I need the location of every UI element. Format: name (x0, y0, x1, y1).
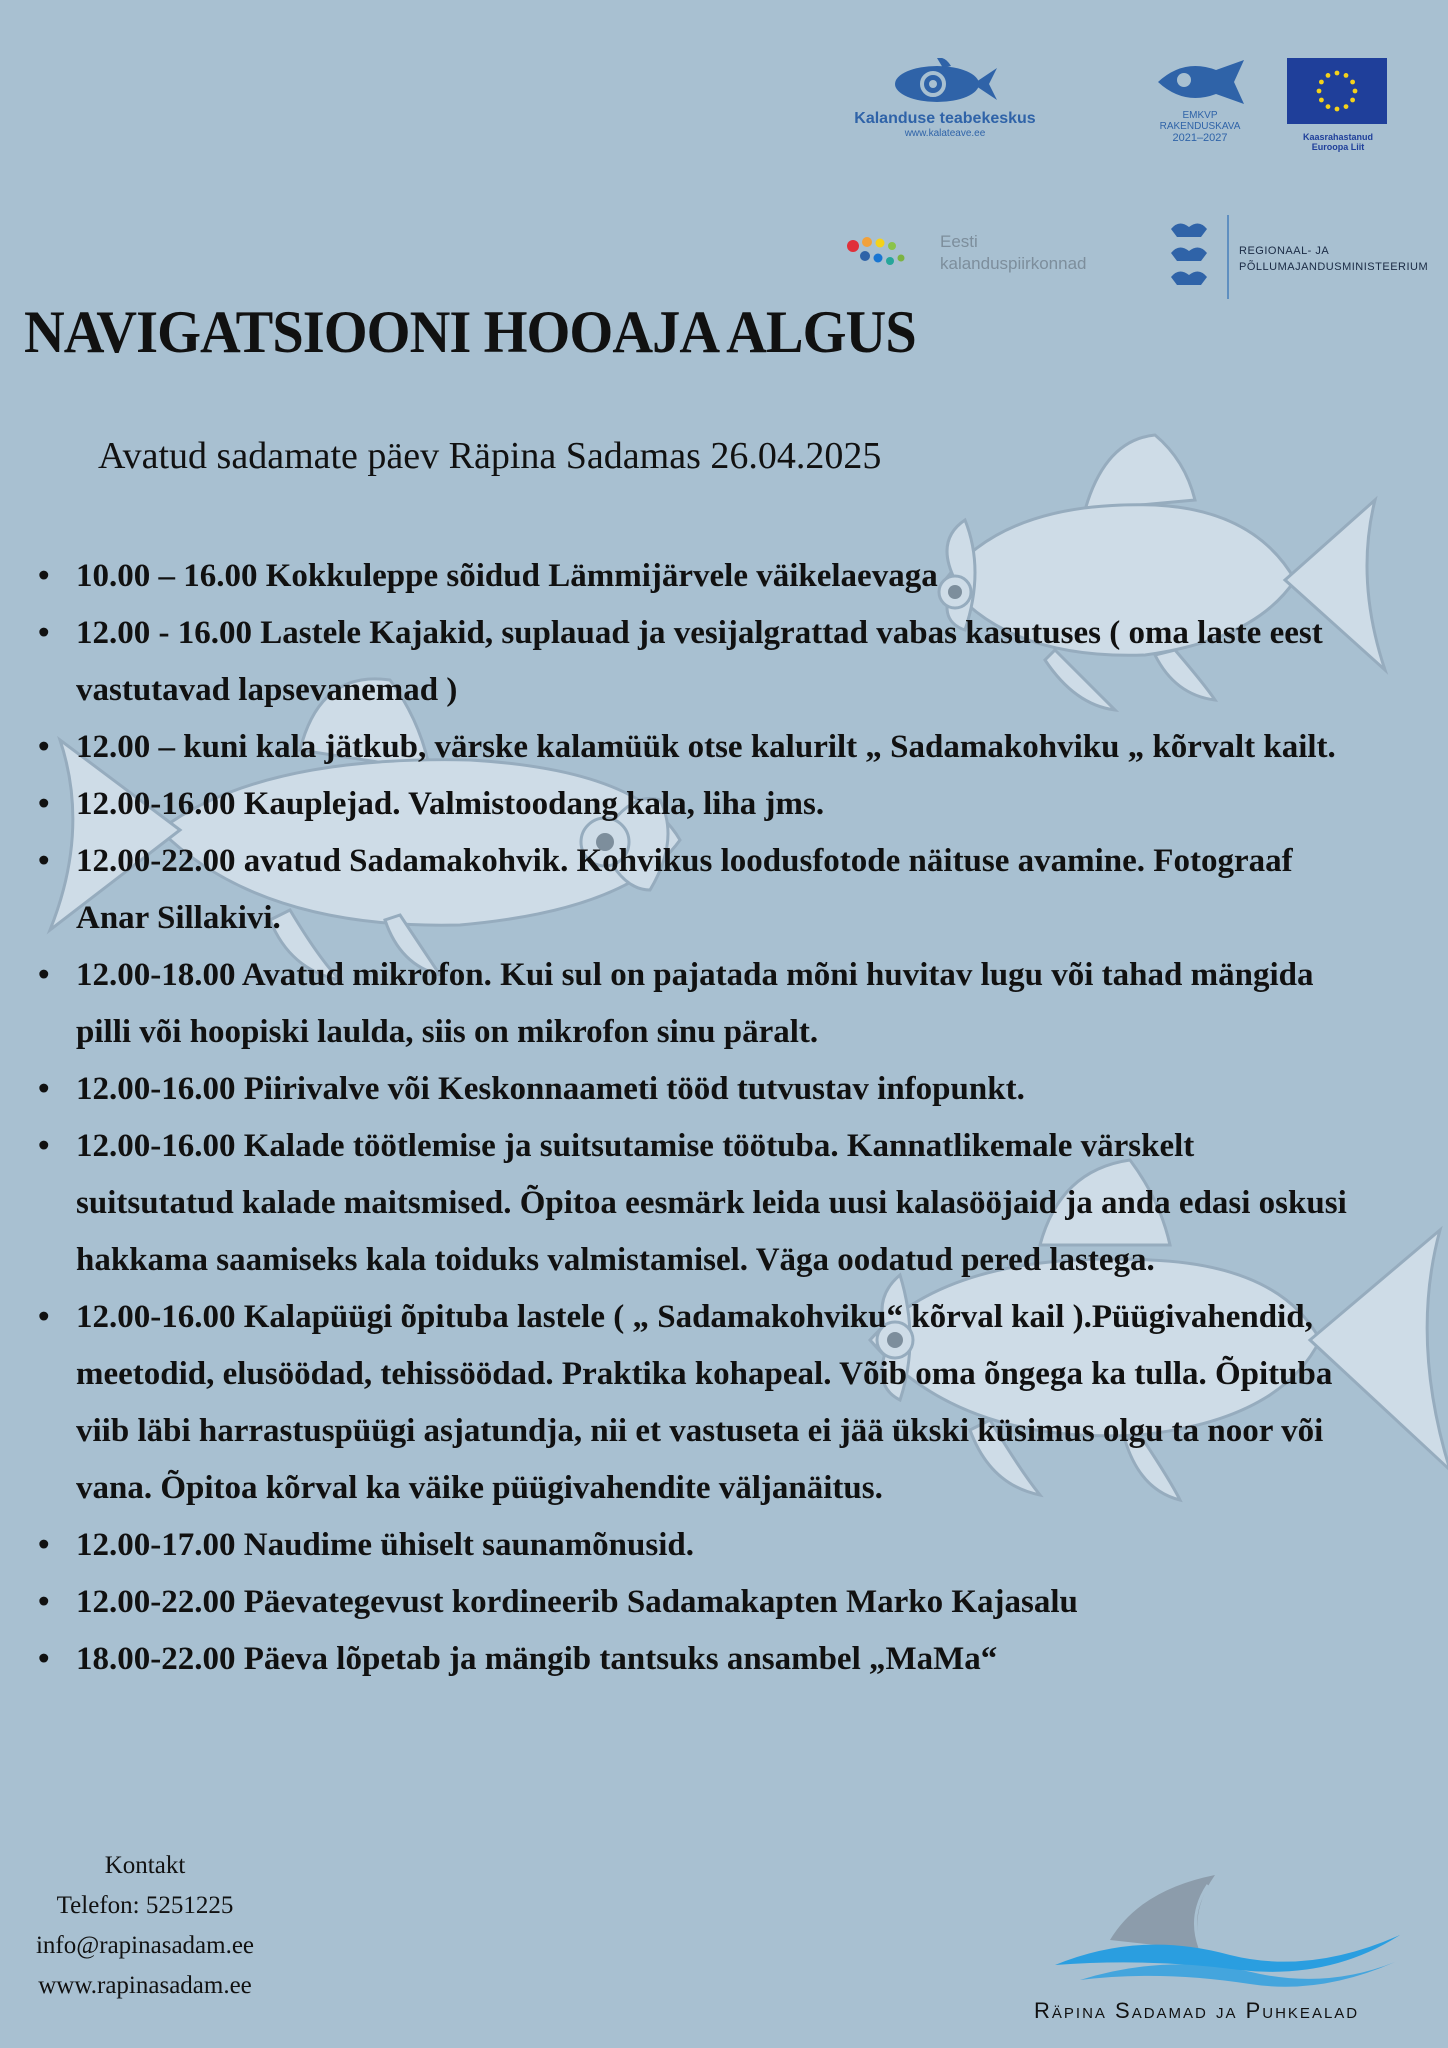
ministry-line1: REGIONAAL- JA (1239, 245, 1330, 257)
schedule-item-text: • 12.00-17.00 Naudime ühiselt saunamõnusid. (76, 1527, 694, 1563)
eu-line2: Euroopa Liit (1311, 142, 1365, 152)
schedule-item-text: • 12.00 - 16.00 Lastele Kajakid, suplauad ja vesijalgrattad vabas kasutuses ( oma laste eest vastutavad lapsevanemad ) (76, 615, 1323, 708)
schedule-item-text: • 12.00-16.00 Kauplejad. Valmistoodang kala, liha jms. (76, 786, 825, 822)
schedule-item (38, 1631, 1358, 1688)
emkvp-line3: 2021–2027 (1172, 132, 1228, 144)
schedule-item-text: • 12.00-18.00 Avatud mikrofon. Kui sul on pajatada mõni huvitav lugu või tahad mängida pilli või hoopiski laulda, siis on mikrofon sinu päralt. (76, 957, 1314, 1050)
schedule-item (38, 1289, 1358, 1517)
kalanduse-logo-name: Kalanduse teabekeskus (854, 110, 1036, 127)
page-title: NAVIGATSIOONI HOOAJA ALGUS (24, 299, 916, 365)
schedule-item (38, 1061, 1358, 1118)
coat-of-arms-icon (1165, 215, 1213, 299)
schedule-item-text: • 12.00-16.00 Kalade töötlemise ja suitsutamise töötuba. Kannatlikemale värskelt suitsutatud kalade maitsmised. Õpitoa eesmärk leida uusi kalasööjaid ja anda edasi oskusi hakkama saamiseks kala toiduks valmistamisel. Väga oodatud pered lastega. (76, 1128, 1347, 1278)
eu-logo (1287, 58, 1389, 168)
schedule-item (38, 776, 1358, 833)
contact-phone[interactable]: Telefon: 5251225 (56, 1892, 234, 1919)
kalanduspiirkonnad-line2: kalanduspiirkonnad (940, 254, 1087, 273)
schedule-item (38, 1574, 1358, 1631)
contact-website[interactable]: www.rapinasadam.ee (38, 1972, 252, 1999)
eu-line1: Kaasrahastanud (1302, 132, 1374, 142)
brand-name: Räpina Sadamad ja Puhkealad (1034, 1998, 1360, 2023)
schedule-item-text: • 18.00-22.00 Päeva lõpetab ja mängib tantsuks ansambel „MaMa“ (76, 1641, 998, 1677)
wave-icon (1055, 1935, 1400, 1972)
fish-icon (1154, 58, 1246, 106)
kalanduse-teabekeskus-logo (845, 58, 1045, 158)
schedule-item-text: • 12.00-16.00 Piirivalve või Keskonnaameti tööd tutvustav infopunkt. (76, 1071, 1025, 1107)
emkvp-line2: RAKENDUSKAVA (1159, 121, 1241, 132)
schedule-item-text: • 12.00 – kuni kala jätkub, värske kalamüük otse kalurilt „ Sadamakohviku „ kõrvalt kailt. (76, 729, 1336, 765)
schedule-list (38, 548, 1358, 1688)
schedule-item-text: • 12.00-22.00 Päevategevust kordineerib Sadamakapten Marko Kajasalu (76, 1584, 1078, 1620)
schedule-item-text: • 10.00 – 16.00 Kokkuleppe sõidud Lämmijärvele väikelaevaga (76, 558, 938, 594)
emkvp-line1: EMKVP (1182, 110, 1218, 121)
schedule-item (38, 1517, 1358, 1574)
shark-fin-wave-logo (1050, 1870, 1410, 1995)
schedule-item-text: • 12.00-22.00 avatud Sadamakohvik. Kohvikus loodusfotode näituse avamine. Fotograaf Anar Sillakivi. (76, 843, 1293, 936)
schedule-item (38, 833, 1358, 947)
kalanduspiirkonnad-logo (845, 232, 1125, 282)
contact-block (20, 1846, 270, 2006)
dots-icon (845, 234, 921, 276)
eu-flag-icon (1287, 58, 1387, 124)
schedule-item (38, 548, 1358, 605)
schedule-item-text: • 12.00-16.00 Kalapüügi õpituba lastele ( „ Sadamakohviku“ kõrval kail ).Püügivahendid, meetodid, elusöödad, tehissöödad. Praktika kohapeal. Võib oma õngega ka tulla. Õpituba viib läbi harrastuspüügi asjatundja, nii et vastuseta ei jää ükski küsimus olgu ta noor või vana. Õpitoa kõrval ka väike püügivahendite väljanäitus. (76, 1299, 1333, 1506)
event-subtitle: Avatud sadamate päev Räpina Sadamas 26.04.2025 (98, 435, 882, 477)
contact-heading: Kontakt (104, 1852, 186, 1879)
kalanduse-logo-url: www.kalateave.ee (904, 128, 986, 139)
ministry-logo (1165, 215, 1445, 305)
schedule-item (38, 1118, 1358, 1289)
schedule-item (38, 719, 1358, 776)
fish-at-icon (885, 58, 1005, 108)
contact-email[interactable]: info@rapinasadam.ee (35, 1932, 255, 1959)
ministry-line2: PÕLLUMAJANDUSMINISTEERIUM (1239, 261, 1429, 273)
shark-fin-icon (1110, 1875, 1215, 1950)
kalanduspiirkonnad-line1: Eesti (940, 232, 978, 251)
schedule-item (38, 947, 1358, 1061)
emkvp-logo (1145, 58, 1255, 168)
schedule-item (38, 605, 1358, 719)
